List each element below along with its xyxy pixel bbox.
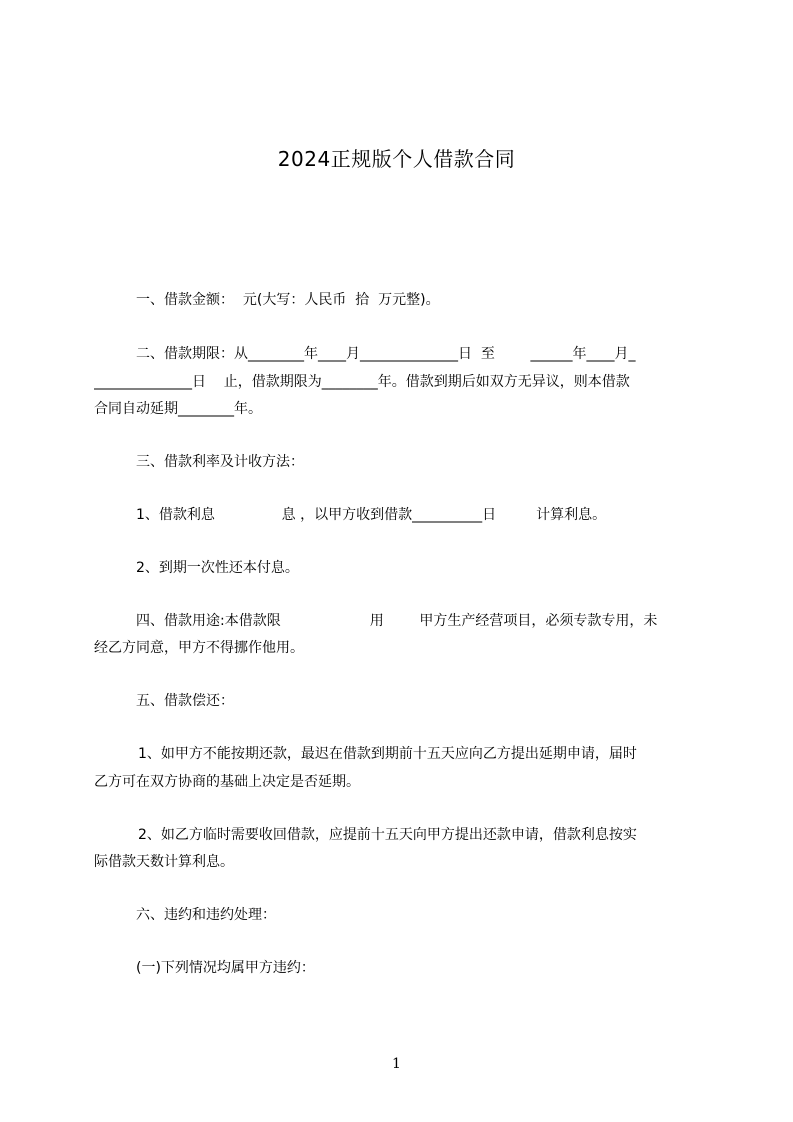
clause-2-loan-term-line-3: 合同自动延期________年。 <box>94 401 262 417</box>
clause-1-loan-amount: 一、借款金额： 元(大写：人民币 拾 万元整)。 <box>136 292 440 308</box>
clause-2-loan-term-line-2: ______________日 止，借款期限为________年。借款到期后如双方无异议，则本借款 <box>94 374 630 390</box>
page-number: 1 <box>392 1056 401 1072</box>
clause-6-heading: 六、违约和违约处理： <box>136 907 276 923</box>
clause-5-item-2-line-1: 2、如乙方临时需要收回借款，应提前十五天向甲方提出还款申请，借款利息按实 <box>138 827 637 843</box>
clause-3-item-2: 2、到期一次性还本付息。 <box>136 560 299 576</box>
document-title: 2024正规版个人借款合同 <box>277 147 516 171</box>
clause-5-item-1-line-2: 乙方可在双方协商的基础上决定是否延期。 <box>94 774 360 790</box>
clause-4-purpose-line-2: 经乙方同意，甲方不得挪作他用。 <box>94 640 304 656</box>
clause-6-subheading-1: (一)下列情况均属甲方违约： <box>136 960 315 976</box>
clause-5-item-1-line-1: 1、如甲方不能按期还款，最迟在借款到期前十五天应向乙方提出延期申请，届时 <box>138 746 637 762</box>
clause-5-item-2-line-2: 际借款天数计算利息。 <box>94 854 234 870</box>
clause-4-purpose-line-1: 四、借款用途:本借款限 用 甲方生产经营项目，必须专款专用，未 <box>136 613 658 629</box>
clause-3-heading: 三、借款利率及计收方法： <box>136 454 304 470</box>
clause-3-item-1: 1、借款利息 息 ，以甲方收到借款__________日 计算利息。 <box>136 507 607 523</box>
clause-5-heading: 五、借款偿还： <box>136 693 234 709</box>
clause-2-loan-term-line-1: 二、借款期限：从________年____月______________日 至 ______年____月_ <box>136 346 636 362</box>
